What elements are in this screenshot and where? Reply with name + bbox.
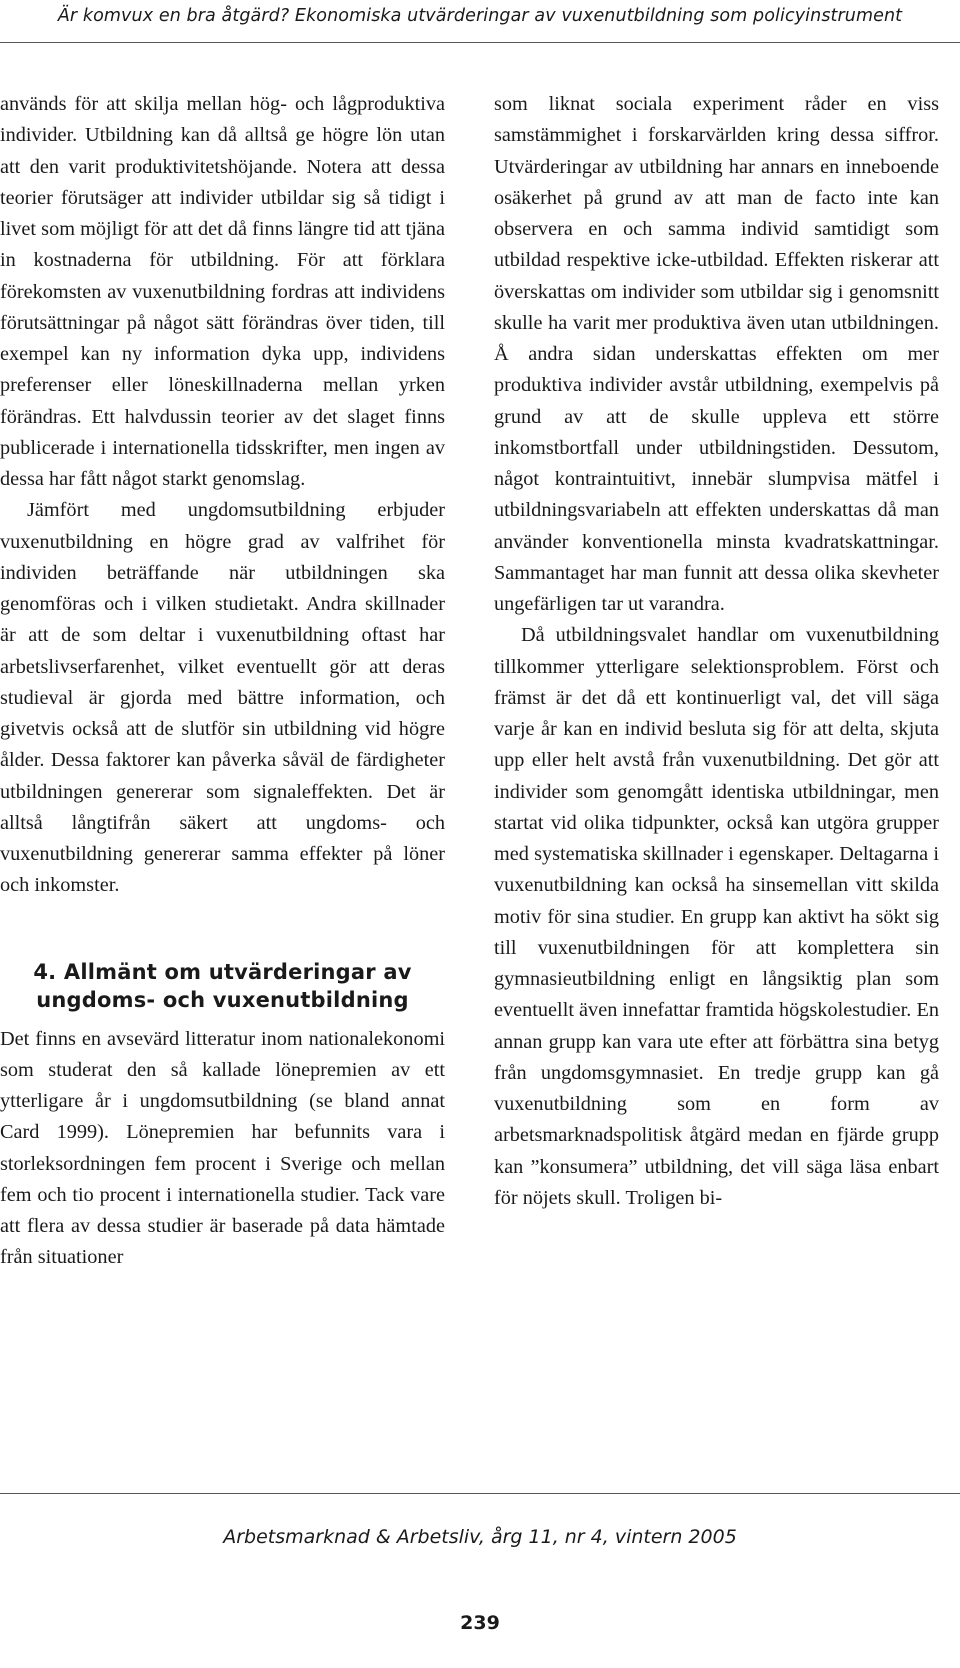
- journal-citation: Arbetsmarknad & Arbetsliv, årg 11, nr 4, vintern 2005: [223, 1526, 737, 1548]
- body-paragraph: används för att skilja mellan hög- och lågproduktiva individer. Utbildning kan då alltså ge högre lön utan att den varit produktivitetshöjande. Notera att dessa teorier förutsäger att individer utbildar sig så tidigt i livet som möjligt för att det då finns längre tid att tjäna in kostnaderna för utbildning. För att förklara förekomsten av vuxenutbildning fordras att individens förutsättningar på något sätt förändras över tiden, till exempel kan ny information dyka upp, individens preferenser eller löneskillnaderna mellan yrken förändras. Ett halvdussin teorier av det slaget finns publicerade i internationella tidsskrifter, men ingen av dessa har fått något starkt genomslag.: [0, 93, 445, 490]
- body-paragraph: Då utbildningsvalet handlar om vuxenutbildning tillkommer ytterligare selektionsproblem. Först och främst är det då ett kontinuerligt val, det vill säga varje år kan en individ besluta sig för att delta, skjuta upp eller helt avstå från vuxenutbildning. Det gör att individer som genomgått identiska utbildningar, men startat vid olika tidpunkter, också kan utgöra grupper med systematiska skillnader i egenskaper. Deltagarna i vuxenutbildning kan också ha sinsemellan vitt skilda motiv för sina studier. En grupp kan aktivt ha sökt sig till vuxenutbildningen för att komplettera sin gymnasieutbildning enligt en långsiktig plan som eventuellt även innefattar framtida högskolestudier. En annan grupp kan vara ute efter att förbättra sina betyg från ungdomsgymnasiet. En tredje grupp kan gå vuxenutbildning som en form av arbetsmarknadspolitisk åtgärd medan en fjärde grupp kan ”konsumera” utbildning, det vill säga läsa enbart för nöjets skull. Troligen bi-: [494, 624, 939, 1209]
- body-paragraph: som liknat sociala experiment råder en viss samstämmighet i forskarvärlden kring dessa siffror. Utvärderingar av utbildning har annars en inneboende osäkerhet på grund av att man de facto inte kan observera en och samma individ samtidigt som utbildad respektive icke-utbildad. Effekten riskerar att överskattas om individer som utbildar sig i genomsnitt skulle ha varit mer produktiva även utan utbildningen. Å andra sidan underskattas effekten om mer produktiva individer avstår utbildning, exempelvis på grund av att de skulle uppleva ett större inkomstbortfall under utbildningstiden. Dessutom, något kontraintuitivt, innebär slumpvisa mätfel i utbildningsvariabeln att effekten underskattas då man använder konventionella minsta kvadratskattningar. Sammantaget har man funnit att dessa olika skevheter ungefärligen tar ut varandra.: [494, 93, 939, 615]
- header-divider: [0, 42, 960, 43]
- section-heading: 4. Allmänt om utvärderingar av ungdoms- och vuxenutbildning: [33, 959, 412, 1012]
- page-number: 239: [460, 1612, 500, 1634]
- footer-divider: [0, 1493, 960, 1494]
- running-header: Är komvux en bra åtgärd? Ekonomiska utvärderingar av vuxenutbildning som policyinstrument: [57, 6, 903, 26]
- right-column: [494, 89, 939, 1214]
- left-column: [0, 89, 445, 1274]
- body-paragraph: Det finns en avsevärd litteratur inom nationalekonomi som studerat den så kallade lönepremien av ett ytterligare år i ungdomsutbildning (se bland annat Card 1999). Lönepremien har befunnits vara i storleksordningen fem procent i Sverige och mellan fem och tio procent i internationella studier. Tack vare att flera av dessa studier är baserade på data hämtade från situationer: [0, 1027, 445, 1269]
- body-paragraph: Jämfört med ungdomsutbildning erbjuder vuxenutbildning en högre grad av valfrihet för individen beträffande när utbildningen ska genomföras och i vilken studietakt. Andra skillnader är att de som deltar i vuxenutbildning oftast har arbetslivserfarenhet, vilket eventuellt gör att deras studieval är gjorda med bättre information, och givetvis också att de slutför sin utbildning vid högre ålder. Dessa faktorer kan påverka såväl de färdigheter utbildningen genererar som signaleffekten. Det är alltså långtifrån säkert att ungdoms- och vuxenutbildning genererar samma effekter på löner och inkomster.: [0, 499, 445, 897]
